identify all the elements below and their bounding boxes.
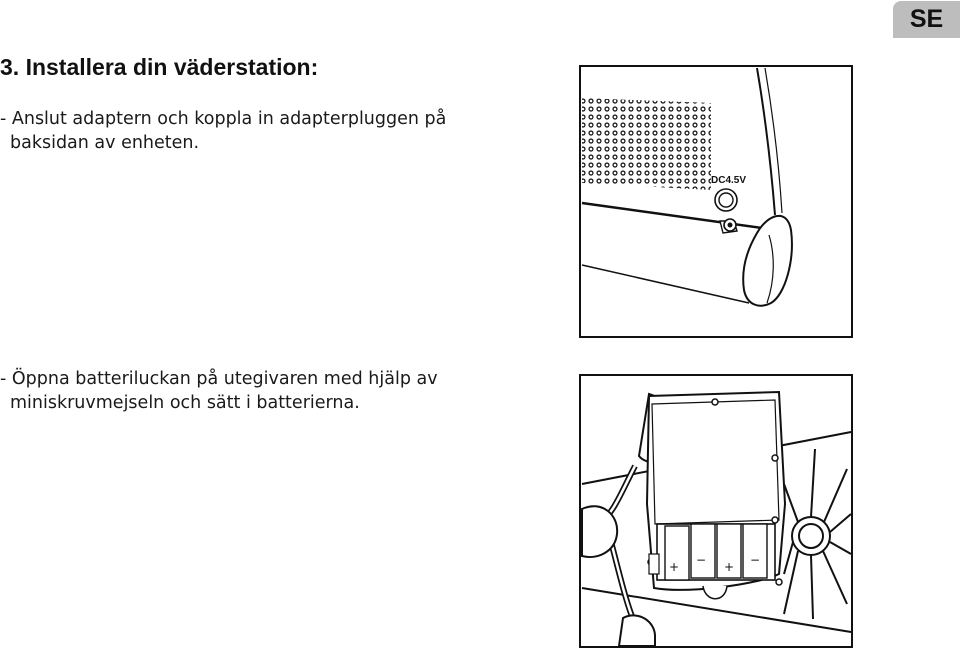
step-battery-instruction [0, 367, 438, 415]
battery-sign-1: + [669, 560, 680, 574]
battery-sign-4: − [750, 553, 761, 567]
language-code: SE [909, 5, 944, 33]
dc-jack-label: DC4.5V [711, 175, 747, 186]
step-battery-line-2: miniskruvmejseln och sätt i batterierna. [10, 393, 360, 413]
step-adapter-line-1: - Anslut adaptern och koppla in adapterpluggen på [0, 109, 447, 129]
battery-sign-2: − [696, 553, 707, 567]
language-badge [893, 1, 960, 38]
adapter-jack-illustration [579, 65, 853, 338]
step-battery-line-1: - Öppna batteriluckan på utegivaren med hjälp av [0, 369, 438, 389]
battery-sign-3: + [724, 560, 735, 574]
step-adapter-line-2: baksidan av enheten. [10, 133, 200, 153]
battery-slots [649, 524, 775, 580]
vent-grille [582, 98, 711, 190]
section-title: 3. Installera din väderstation: [0, 54, 319, 80]
battery-compartment-illustration [579, 374, 853, 648]
step-adapter-instruction [0, 107, 446, 155]
